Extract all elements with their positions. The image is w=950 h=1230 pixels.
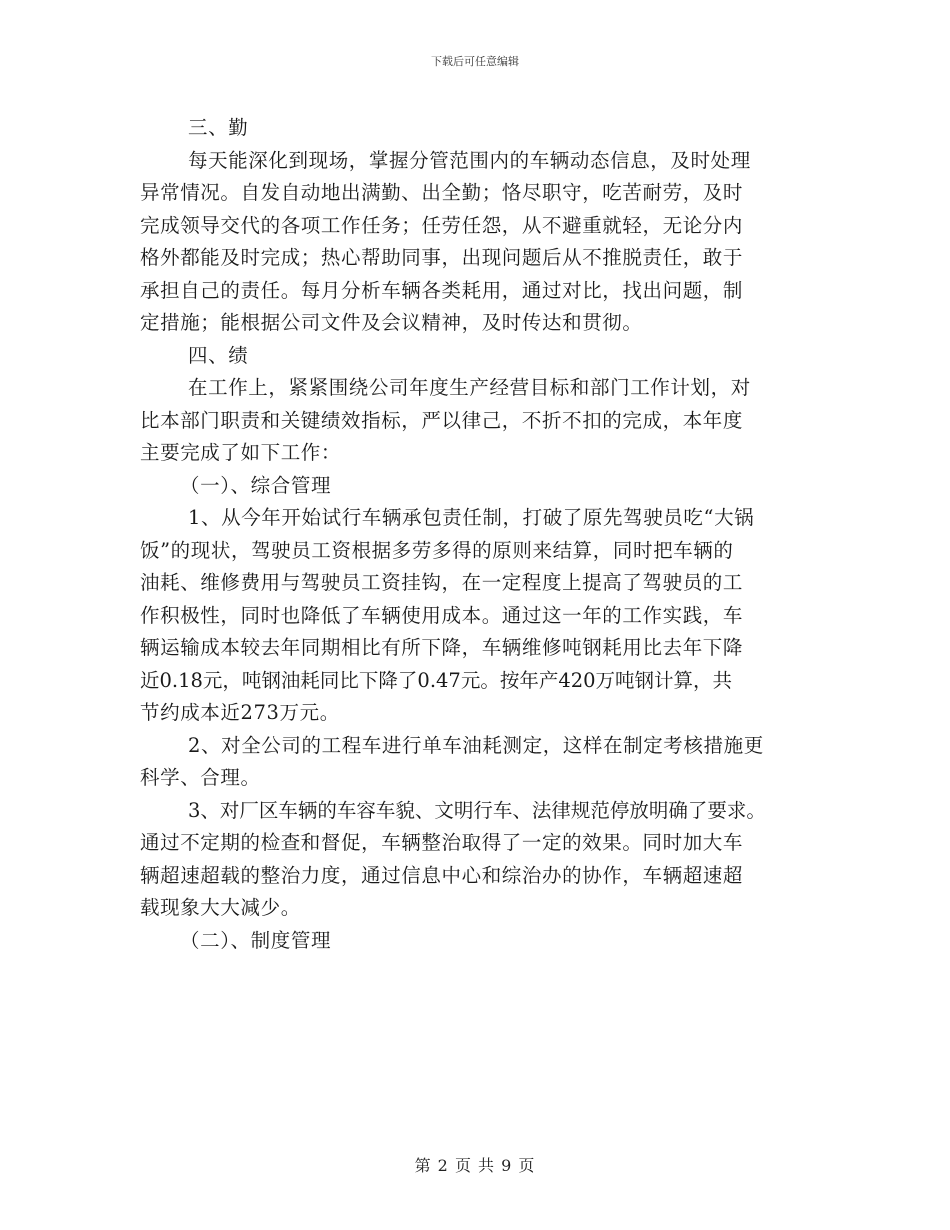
paragraph-line: 油耗、维修费用与驾驶员工资挂钩，在一定程度上提高了驾驶员的工 (140, 571, 744, 594)
paragraph-line: 辆超速超载的整治力度，通过信息中心和综治办的协作，车辆超速超 (140, 863, 744, 887)
paragraph-line: 3、对厂区车辆的车容车貌、文明行车、法律规范停放明确了要求。 (188, 798, 766, 822)
section-heading-diligence: 三、勤 (188, 116, 249, 139)
page-number: 第 2 页 共 9 页 (414, 1156, 536, 1175)
paragraph-line: 完成领导交代的各项工作任务；任劳任怨，从不避重就轻，无论分内 (140, 213, 744, 237)
paragraph-line: 2、对全公司的工程车进行单车油耗测定，这样在制定考核措施更 (188, 733, 764, 757)
paragraph-line: 饭”的现状，驾驶员工资根据多劳多得的原则来结算，同时把车辆的 (140, 538, 734, 562)
paragraph-line: 近0.18元，吨钢油耗同比下降了0.47元。按年产420万吨钢计算，共 (140, 668, 733, 692)
paragraph-line: 格外都能及时完成；热心帮助同事，出现问题后从不推脱责任，敢于 (140, 246, 744, 269)
subsection-heading-system-management: （二）、制度管理 (180, 928, 332, 952)
paragraph-line: 1、从今年开始试行车辆承包责任制，打破了原先驾驶员吃“大锅 (188, 506, 755, 529)
paragraph-line: 承担自己的责任。每月分析车辆各类耗用，通过对比，找出问题，制 (140, 278, 744, 302)
download-note: 下载后可任意编辑 (431, 55, 519, 68)
paragraph-line: 比本部门职责和关键绩效指标，严以律己，不折不扣的完成，本年度 (140, 408, 744, 432)
paragraph-line: 主要完成了如下工作： (140, 441, 342, 464)
paragraph-line: 辆运输成本较去年同期相比有所下降，车辆维修吨钢耗用比去年下降 (140, 636, 744, 659)
paragraph-line: 每天能深化到现场，掌握分管范围内的车辆动态信息，及时处理 (188, 148, 751, 172)
paragraph-line: 科学、合理。 (140, 766, 261, 789)
section-heading-performance: 四、绩 (188, 343, 249, 367)
paragraph-line: 异常情况。自发自动地出满勤、出全勤；恪尽职守，吃苦耐劳，及时 (140, 181, 744, 204)
paragraph-line: 在工作上，紧紧围绕公司年度生产经营目标和部门工作计划，对 (188, 376, 751, 399)
paragraph-line: 通过不定期的检查和督促，车辆整治取得了一定的效果。同时加大车 (140, 831, 744, 854)
paragraph-line: 定措施；能根据公司文件及会议精神，及时传达和贯彻。 (140, 311, 643, 334)
subsection-heading-general-management: （一）、综合管理 (180, 473, 332, 497)
paragraph-line: 作积极性，同时也降低了车辆使用成本。通过这一年的工作实践，车 (140, 603, 744, 627)
paragraph-line: 节约成本近273万元。 (140, 701, 340, 724)
document-body (140, 112, 810, 957)
paragraph-line: 载现象大大减少。 (140, 896, 301, 919)
